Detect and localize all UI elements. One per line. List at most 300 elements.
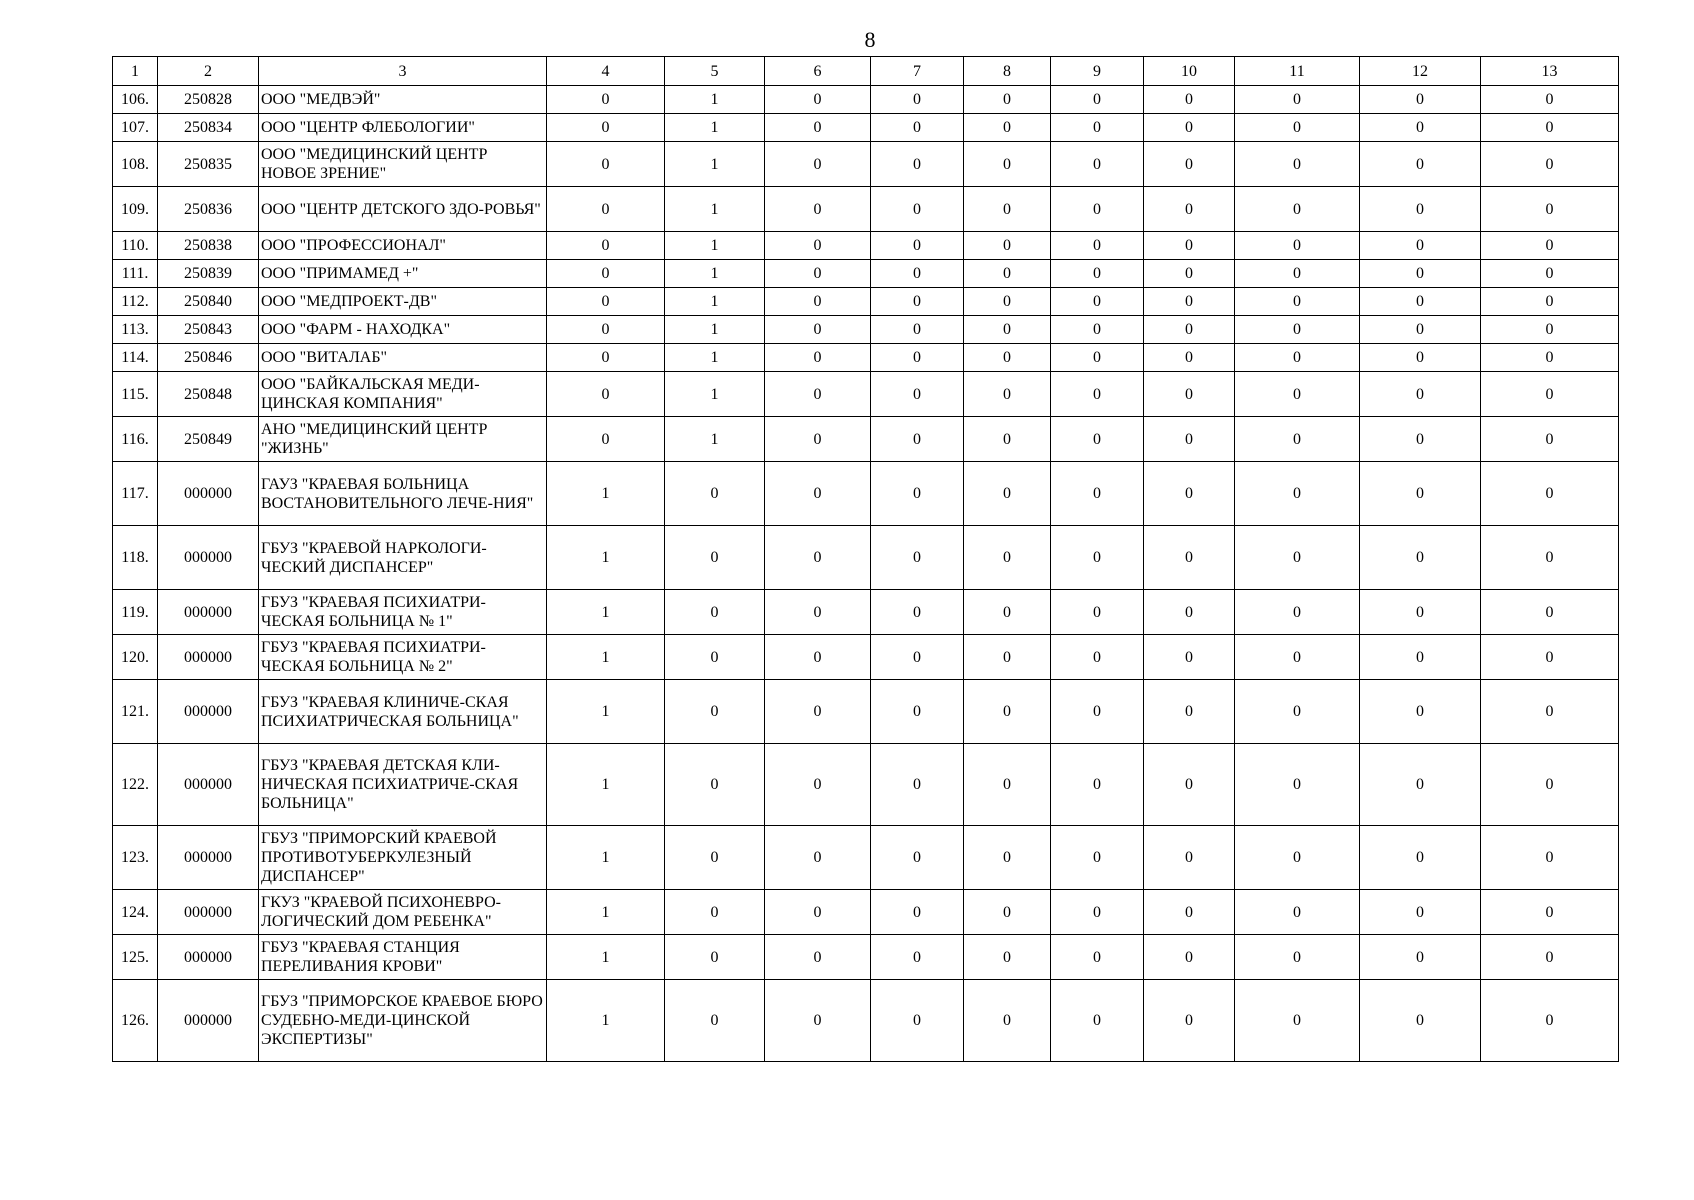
value-cell-col-9: 0: [1051, 142, 1144, 187]
organization-code: 250839: [158, 260, 259, 288]
value-cell-col-8: 0: [964, 462, 1051, 526]
value-cell-col-12: 0: [1360, 526, 1481, 590]
value-cell-col-7: 0: [871, 826, 964, 890]
value-cell-col-8: 0: [964, 344, 1051, 372]
row-number: 120.: [113, 635, 158, 680]
value-cell-col-4: 0: [547, 417, 665, 462]
value-cell-col-11: 0: [1235, 372, 1360, 417]
value-cell-col-12: 0: [1360, 142, 1481, 187]
value-cell-col-13: 0: [1481, 826, 1619, 890]
value-cell-col-6: 0: [765, 890, 871, 935]
organization-name: ГКУЗ "КРАЕВОЙ ПСИХОНЕВРО-ЛОГИЧЕСКИЙ ДОМ РЕБЕНКА": [259, 890, 547, 935]
column-header-4: 4: [547, 57, 665, 86]
column-header-3: 3: [259, 57, 547, 86]
organization-code: 000000: [158, 526, 259, 590]
column-header-2: 2: [158, 57, 259, 86]
value-cell-col-4: 1: [547, 680, 665, 744]
value-cell-col-11: 0: [1235, 232, 1360, 260]
value-cell-col-13: 0: [1481, 590, 1619, 635]
table-row: [113, 288, 1619, 316]
value-cell-col-4: 1: [547, 890, 665, 935]
value-cell-col-13: 0: [1481, 344, 1619, 372]
value-cell-col-12: 0: [1360, 316, 1481, 344]
value-cell-col-9: 0: [1051, 935, 1144, 980]
value-cell-col-5: 0: [665, 935, 765, 980]
value-cell-col-12: 0: [1360, 344, 1481, 372]
value-cell-col-9: 0: [1051, 260, 1144, 288]
value-cell-col-10: 0: [1144, 935, 1235, 980]
value-cell-col-13: 0: [1481, 680, 1619, 744]
value-cell-col-7: 0: [871, 142, 964, 187]
value-cell-col-8: 0: [964, 417, 1051, 462]
value-cell-col-7: 0: [871, 114, 964, 142]
value-cell-col-6: 0: [765, 526, 871, 590]
value-cell-col-5: 0: [665, 526, 765, 590]
value-cell-col-6: 0: [765, 980, 871, 1062]
table-header-row: [113, 57, 1619, 86]
organization-name: ГБУЗ "КРАЕВАЯ ДЕТСКАЯ КЛИ-НИЧЕСКАЯ ПСИХИАТРИЧЕ-СКАЯ БОЛЬНИЦА": [259, 744, 547, 826]
value-cell-col-10: 0: [1144, 744, 1235, 826]
organization-name: ООО "ФАРМ - НАХОДКА": [259, 316, 547, 344]
table-row: [113, 635, 1619, 680]
value-cell-col-13: 0: [1481, 744, 1619, 826]
value-cell-col-10: 0: [1144, 980, 1235, 1062]
value-cell-col-13: 0: [1481, 260, 1619, 288]
column-header-13: 13: [1481, 57, 1619, 86]
value-cell-col-11: 0: [1235, 142, 1360, 187]
value-cell-col-8: 0: [964, 232, 1051, 260]
value-cell-col-8: 0: [964, 114, 1051, 142]
value-cell-col-8: 0: [964, 980, 1051, 1062]
row-number: 116.: [113, 417, 158, 462]
value-cell-col-7: 0: [871, 260, 964, 288]
row-number: 111.: [113, 260, 158, 288]
value-cell-col-11: 0: [1235, 890, 1360, 935]
value-cell-col-12: 0: [1360, 826, 1481, 890]
value-cell-col-13: 0: [1481, 316, 1619, 344]
value-cell-col-4: 0: [547, 232, 665, 260]
row-number: 123.: [113, 826, 158, 890]
value-cell-col-10: 0: [1144, 890, 1235, 935]
value-cell-col-9: 0: [1051, 890, 1144, 935]
value-cell-col-11: 0: [1235, 114, 1360, 142]
column-header-7: 7: [871, 57, 964, 86]
column-header-10: 10: [1144, 57, 1235, 86]
value-cell-col-7: 0: [871, 890, 964, 935]
row-number: 113.: [113, 316, 158, 344]
value-cell-col-4: 0: [547, 142, 665, 187]
value-cell-col-13: 0: [1481, 288, 1619, 316]
value-cell-col-10: 0: [1144, 114, 1235, 142]
value-cell-col-10: 0: [1144, 590, 1235, 635]
value-cell-col-8: 0: [964, 187, 1051, 232]
value-cell-col-7: 0: [871, 980, 964, 1062]
value-cell-col-6: 0: [765, 288, 871, 316]
value-cell-col-7: 0: [871, 526, 964, 590]
organization-code: 000000: [158, 462, 259, 526]
organization-name: ООО "МЕДИЦИНСКИЙ ЦЕНТР НОВОЕ ЗРЕНИЕ": [259, 142, 547, 187]
organization-code: 250838: [158, 232, 259, 260]
value-cell-col-10: 0: [1144, 232, 1235, 260]
value-cell-col-13: 0: [1481, 142, 1619, 187]
value-cell-col-4: 0: [547, 288, 665, 316]
value-cell-col-7: 0: [871, 935, 964, 980]
value-cell-col-5: 0: [665, 826, 765, 890]
value-cell-col-4: 1: [547, 826, 665, 890]
row-number: 124.: [113, 890, 158, 935]
row-number: 112.: [113, 288, 158, 316]
value-cell-col-12: 0: [1360, 744, 1481, 826]
value-cell-col-10: 0: [1144, 826, 1235, 890]
value-cell-col-10: 0: [1144, 417, 1235, 462]
value-cell-col-9: 0: [1051, 187, 1144, 232]
value-cell-col-12: 0: [1360, 372, 1481, 417]
value-cell-col-10: 0: [1144, 142, 1235, 187]
column-header-11: 11: [1235, 57, 1360, 86]
value-cell-col-11: 0: [1235, 187, 1360, 232]
table-row: [113, 344, 1619, 372]
value-cell-col-12: 0: [1360, 590, 1481, 635]
value-cell-col-11: 0: [1235, 316, 1360, 344]
table-row: [113, 417, 1619, 462]
organization-code: 000000: [158, 980, 259, 1062]
value-cell-col-5: 0: [665, 635, 765, 680]
value-cell-col-7: 0: [871, 744, 964, 826]
table-row: [113, 86, 1619, 114]
value-cell-col-10: 0: [1144, 187, 1235, 232]
table-row: [113, 316, 1619, 344]
row-number: 108.: [113, 142, 158, 187]
row-number: 109.: [113, 187, 158, 232]
column-header-9: 9: [1051, 57, 1144, 86]
organization-code: 250843: [158, 316, 259, 344]
value-cell-col-9: 0: [1051, 635, 1144, 680]
value-cell-col-4: 1: [547, 526, 665, 590]
value-cell-col-5: 1: [665, 232, 765, 260]
page-number: 8: [864, 27, 876, 52]
table-row: [113, 826, 1619, 890]
value-cell-col-5: 1: [665, 344, 765, 372]
table-row: [113, 744, 1619, 826]
organization-code: 000000: [158, 590, 259, 635]
value-cell-col-5: 1: [665, 316, 765, 344]
table-row: [113, 372, 1619, 417]
row-number: 119.: [113, 590, 158, 635]
value-cell-col-10: 0: [1144, 680, 1235, 744]
value-cell-col-4: 0: [547, 372, 665, 417]
value-cell-col-9: 0: [1051, 417, 1144, 462]
value-cell-col-6: 0: [765, 260, 871, 288]
table-row: [113, 935, 1619, 980]
value-cell-col-11: 0: [1235, 826, 1360, 890]
organization-code: 250849: [158, 417, 259, 462]
row-number: 117.: [113, 462, 158, 526]
organization-code: 250840: [158, 288, 259, 316]
value-cell-col-4: 1: [547, 980, 665, 1062]
organization-name: ГБУЗ "КРАЕВАЯ ПСИХИАТРИ-ЧЕСКАЯ БОЛЬНИЦА № 1": [259, 590, 547, 635]
organization-name: ООО "БАЙКАЛЬСКАЯ МЕДИ-ЦИНСКАЯ КОМПАНИЯ": [259, 372, 547, 417]
row-number: 115.: [113, 372, 158, 417]
row-number: 122.: [113, 744, 158, 826]
value-cell-col-12: 0: [1360, 86, 1481, 114]
value-cell-col-8: 0: [964, 890, 1051, 935]
value-cell-col-9: 0: [1051, 288, 1144, 316]
value-cell-col-7: 0: [871, 635, 964, 680]
value-cell-col-7: 0: [871, 316, 964, 344]
column-header-5: 5: [665, 57, 765, 86]
value-cell-col-6: 0: [765, 142, 871, 187]
table-row: [113, 680, 1619, 744]
organization-name: ООО "ЦЕНТР ФЛЕБОЛОГИИ": [259, 114, 547, 142]
value-cell-col-4: 0: [547, 344, 665, 372]
value-cell-col-5: 1: [665, 372, 765, 417]
value-cell-col-6: 0: [765, 344, 871, 372]
table-row: [113, 590, 1619, 635]
value-cell-col-5: 0: [665, 590, 765, 635]
value-cell-col-13: 0: [1481, 462, 1619, 526]
value-cell-col-7: 0: [871, 187, 964, 232]
table-body: [113, 86, 1619, 1062]
organization-name: ГБУЗ "КРАЕВАЯ ПСИХИАТРИ-ЧЕСКАЯ БОЛЬНИЦА № 2": [259, 635, 547, 680]
value-cell-col-4: 0: [547, 187, 665, 232]
organization-code: 000000: [158, 826, 259, 890]
organization-code: 250834: [158, 114, 259, 142]
value-cell-col-7: 0: [871, 680, 964, 744]
row-number: 118.: [113, 526, 158, 590]
value-cell-col-12: 0: [1360, 980, 1481, 1062]
value-cell-col-13: 0: [1481, 526, 1619, 590]
value-cell-col-13: 0: [1481, 935, 1619, 980]
organization-name: ГБУЗ "КРАЕВАЯ СТАНЦИЯ ПЕРЕЛИВАНИЯ КРОВИ": [259, 935, 547, 980]
table-row: [113, 232, 1619, 260]
value-cell-col-10: 0: [1144, 288, 1235, 316]
row-number: 107.: [113, 114, 158, 142]
organization-name: ООО "ВИТАЛАБ": [259, 344, 547, 372]
table-row: [113, 260, 1619, 288]
value-cell-col-9: 0: [1051, 744, 1144, 826]
value-cell-col-10: 0: [1144, 316, 1235, 344]
value-cell-col-10: 0: [1144, 260, 1235, 288]
value-cell-col-8: 0: [964, 372, 1051, 417]
organization-code: 000000: [158, 680, 259, 744]
value-cell-col-10: 0: [1144, 526, 1235, 590]
value-cell-col-9: 0: [1051, 980, 1144, 1062]
value-cell-col-13: 0: [1481, 114, 1619, 142]
value-cell-col-5: 0: [665, 462, 765, 526]
column-header-12: 12: [1360, 57, 1481, 86]
value-cell-col-8: 0: [964, 635, 1051, 680]
value-cell-col-8: 0: [964, 935, 1051, 980]
value-cell-col-12: 0: [1360, 232, 1481, 260]
value-cell-col-8: 0: [964, 260, 1051, 288]
value-cell-col-12: 0: [1360, 462, 1481, 526]
value-cell-col-13: 0: [1481, 86, 1619, 114]
value-cell-col-10: 0: [1144, 86, 1235, 114]
value-cell-col-7: 0: [871, 288, 964, 316]
value-cell-col-12: 0: [1360, 288, 1481, 316]
organization-name: ГБУЗ "КРАЕВОЙ НАРКОЛОГИ-ЧЕСКИЙ ДИСПАНСЕР": [259, 526, 547, 590]
value-cell-col-9: 0: [1051, 344, 1144, 372]
value-cell-col-11: 0: [1235, 260, 1360, 288]
value-cell-col-11: 0: [1235, 744, 1360, 826]
table-row: [113, 890, 1619, 935]
value-cell-col-5: 1: [665, 260, 765, 288]
table-row: [113, 114, 1619, 142]
value-cell-col-4: 0: [547, 86, 665, 114]
value-cell-col-6: 0: [765, 744, 871, 826]
value-cell-col-4: 1: [547, 590, 665, 635]
organization-name: ООО "МЕДПРОЕКТ-ДВ": [259, 288, 547, 316]
table-row: [113, 462, 1619, 526]
value-cell-col-11: 0: [1235, 417, 1360, 462]
value-cell-col-8: 0: [964, 744, 1051, 826]
value-cell-col-11: 0: [1235, 86, 1360, 114]
value-cell-col-7: 0: [871, 372, 964, 417]
value-cell-col-11: 0: [1235, 635, 1360, 680]
row-number: 125.: [113, 935, 158, 980]
value-cell-col-6: 0: [765, 372, 871, 417]
value-cell-col-11: 0: [1235, 935, 1360, 980]
value-cell-col-9: 0: [1051, 826, 1144, 890]
value-cell-col-13: 0: [1481, 417, 1619, 462]
value-cell-col-12: 0: [1360, 935, 1481, 980]
value-cell-col-11: 0: [1235, 590, 1360, 635]
value-cell-col-12: 0: [1360, 187, 1481, 232]
value-cell-col-4: 0: [547, 316, 665, 344]
value-cell-col-6: 0: [765, 935, 871, 980]
value-cell-col-8: 0: [964, 142, 1051, 187]
value-cell-col-4: 1: [547, 935, 665, 980]
organization-code: 250846: [158, 344, 259, 372]
value-cell-col-5: 1: [665, 142, 765, 187]
table-row: [113, 980, 1619, 1062]
row-number: 110.: [113, 232, 158, 260]
value-cell-col-4: 0: [547, 114, 665, 142]
value-cell-col-5: 0: [665, 680, 765, 744]
value-cell-col-6: 0: [765, 232, 871, 260]
organization-code: 000000: [158, 635, 259, 680]
value-cell-col-7: 0: [871, 590, 964, 635]
value-cell-col-12: 0: [1360, 260, 1481, 288]
value-cell-col-6: 0: [765, 680, 871, 744]
value-cell-col-13: 0: [1481, 980, 1619, 1062]
value-cell-col-13: 0: [1481, 187, 1619, 232]
value-cell-col-9: 0: [1051, 526, 1144, 590]
value-cell-col-9: 0: [1051, 232, 1144, 260]
column-header-1: 1: [113, 57, 158, 86]
organization-name: ГАУЗ "КРАЕВАЯ БОЛЬНИЦА ВОСТАНОВИТЕЛЬНОГО ЛЕЧЕ-НИЯ": [259, 462, 547, 526]
value-cell-col-11: 0: [1235, 680, 1360, 744]
organization-code: 250836: [158, 187, 259, 232]
value-cell-col-5: 1: [665, 187, 765, 232]
organization-name: ГБУЗ "ПРИМОРСКИЙ КРАЕВОЙ ПРОТИВОТУБЕРКУЛЕЗНЫЙ ДИСПАНСЕР": [259, 826, 547, 890]
value-cell-col-6: 0: [765, 86, 871, 114]
organization-code: 250828: [158, 86, 259, 114]
value-cell-col-6: 0: [765, 417, 871, 462]
value-cell-col-5: 1: [665, 86, 765, 114]
organization-name: ООО "ПРИМАМЕД +": [259, 260, 547, 288]
value-cell-col-5: 0: [665, 744, 765, 826]
organization-code: 000000: [158, 744, 259, 826]
value-cell-col-7: 0: [871, 462, 964, 526]
value-cell-col-12: 0: [1360, 680, 1481, 744]
organization-name: ООО "МЕДВЭЙ": [259, 86, 547, 114]
value-cell-col-6: 0: [765, 114, 871, 142]
organization-code: 250848: [158, 372, 259, 417]
row-number: 121.: [113, 680, 158, 744]
row-number: 126.: [113, 980, 158, 1062]
row-number: 106.: [113, 86, 158, 114]
organization-name: ООО "ЦЕНТР ДЕТСКОГО ЗДО-РОВЬЯ": [259, 187, 547, 232]
column-header-6: 6: [765, 57, 871, 86]
value-cell-col-11: 0: [1235, 462, 1360, 526]
value-cell-col-8: 0: [964, 288, 1051, 316]
value-cell-col-8: 0: [964, 680, 1051, 744]
value-cell-col-5: 1: [665, 288, 765, 316]
value-cell-col-10: 0: [1144, 635, 1235, 680]
value-cell-col-13: 0: [1481, 372, 1619, 417]
value-cell-col-6: 0: [765, 826, 871, 890]
row-number: 114.: [113, 344, 158, 372]
value-cell-col-8: 0: [964, 826, 1051, 890]
value-cell-col-12: 0: [1360, 890, 1481, 935]
value-cell-col-10: 0: [1144, 462, 1235, 526]
value-cell-col-5: 1: [665, 114, 765, 142]
organization-name: АНО "МЕДИЦИНСКИЙ ЦЕНТР "ЖИЗНЬ": [259, 417, 547, 462]
value-cell-col-5: 0: [665, 890, 765, 935]
value-cell-col-4: 1: [547, 635, 665, 680]
value-cell-col-8: 0: [964, 526, 1051, 590]
value-cell-col-12: 0: [1360, 635, 1481, 680]
organization-code: 250835: [158, 142, 259, 187]
value-cell-col-6: 0: [765, 187, 871, 232]
value-cell-col-13: 0: [1481, 232, 1619, 260]
value-cell-col-7: 0: [871, 344, 964, 372]
organization-name: ООО "ПРОФЕССИОНАЛ": [259, 232, 547, 260]
organization-name: ГБУЗ "КРАЕВАЯ КЛИНИЧЕ-СКАЯ ПСИХИАТРИЧЕСКАЯ БОЛЬНИЦА": [259, 680, 547, 744]
value-cell-col-6: 0: [765, 590, 871, 635]
value-cell-col-9: 0: [1051, 680, 1144, 744]
value-cell-col-5: 0: [665, 980, 765, 1062]
value-cell-col-11: 0: [1235, 344, 1360, 372]
value-cell-col-5: 1: [665, 417, 765, 462]
organization-code: 000000: [158, 890, 259, 935]
value-cell-col-10: 0: [1144, 344, 1235, 372]
organizations-table: [112, 56, 1619, 1062]
table-row: [113, 142, 1619, 187]
value-cell-col-9: 0: [1051, 590, 1144, 635]
value-cell-col-7: 0: [871, 232, 964, 260]
value-cell-col-4: 1: [547, 462, 665, 526]
value-cell-col-11: 0: [1235, 288, 1360, 316]
value-cell-col-13: 0: [1481, 890, 1619, 935]
value-cell-col-6: 0: [765, 635, 871, 680]
value-cell-col-9: 0: [1051, 114, 1144, 142]
value-cell-col-9: 0: [1051, 316, 1144, 344]
value-cell-col-8: 0: [964, 86, 1051, 114]
value-cell-col-12: 0: [1360, 417, 1481, 462]
value-cell-col-13: 0: [1481, 635, 1619, 680]
table-row: [113, 526, 1619, 590]
table-row: [113, 187, 1619, 232]
value-cell-col-4: 1: [547, 744, 665, 826]
value-cell-col-4: 0: [547, 260, 665, 288]
value-cell-col-9: 0: [1051, 86, 1144, 114]
value-cell-col-7: 0: [871, 86, 964, 114]
organization-name: ГБУЗ "ПРИМОРСКОЕ КРАЕВОЕ БЮРО СУДЕБНО-МЕДИ-ЦИНСКОЙ ЭКСПЕРТИЗЫ": [259, 980, 547, 1062]
value-cell-col-8: 0: [964, 590, 1051, 635]
value-cell-col-9: 0: [1051, 372, 1144, 417]
